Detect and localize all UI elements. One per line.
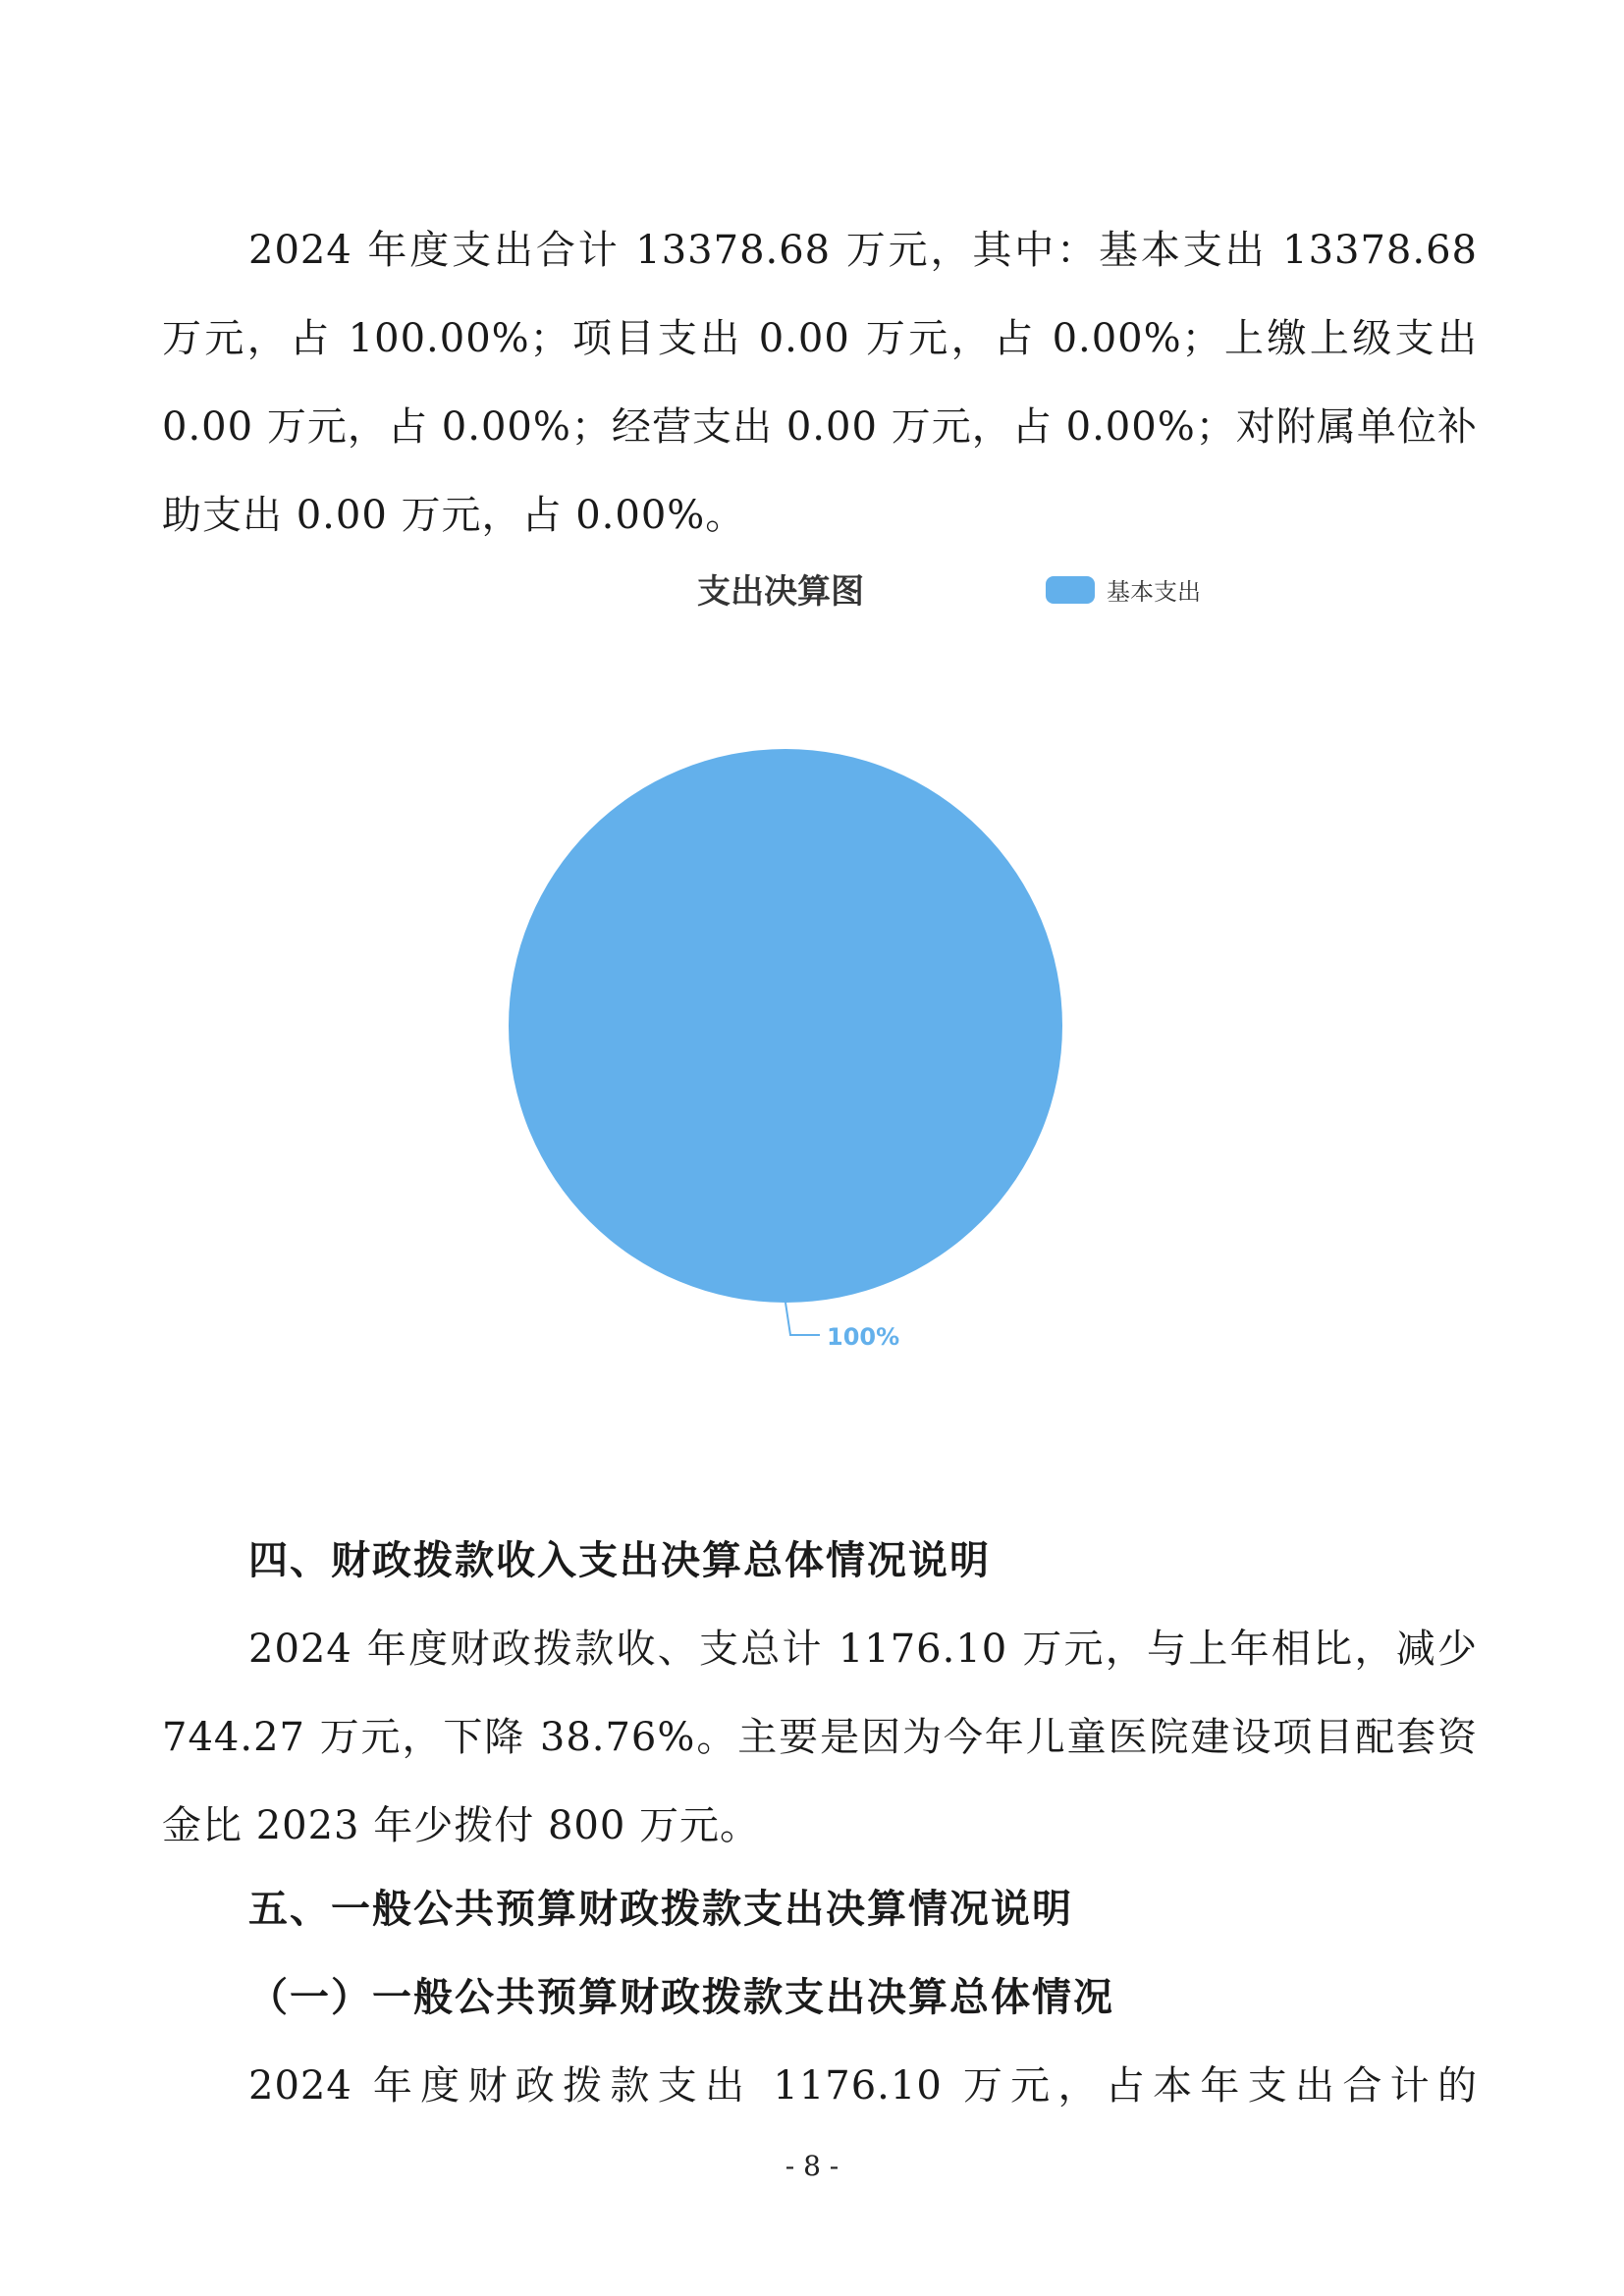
pie-slice-label: 100% <box>827 1323 900 1351</box>
section-heading-5: 五、一般公共预算财政拨款支出决算情况说明 <box>248 1887 1073 1932</box>
general-budget-paragraph: 2024 年度财政拨款支出 1176.10 万元，占本年支出合计的 <box>248 2063 1478 2109</box>
section-heading-4: 四、财政拨款收入支出决算总体情况说明 <box>248 1538 991 1583</box>
legend-label: 基本支出 <box>1107 578 1201 606</box>
fiscal-allocation-paragraph: 2024 年度财政拨款收、支总计 1176.10 万元，与上年相比，减少 744.27 万元，下降 38.76%。主要是因为今年儿童医院建设项目配套资金比 2023 年少拨付 800 万元。 <box>162 1627 1478 1848</box>
subsection-heading-5-1: （一）一般公共预算财政拨款支出决算总体情况 <box>248 1975 1114 2020</box>
chart-title: 支出决算图 <box>697 572 864 612</box>
pie-label-leader-line <box>785 1303 820 1335</box>
pie-slice-basic-expenditure[interactable] <box>509 749 1062 1303</box>
page-number: - 8 - <box>785 2150 839 2182</box>
expenditure-summary-paragraph: 2024 年度支出合计 13378.68 万元，其中：基本支出 13378.68 万元，占 100.00%；项目支出 0.00 万元，占 0.00%；上缴上级支出 0.00 万元，占 0.00%；经营支出 0.00 万元，占 0.00%；对附属单位补助支出 0.00 万元，占 0.00%。 <box>162 228 1478 538</box>
